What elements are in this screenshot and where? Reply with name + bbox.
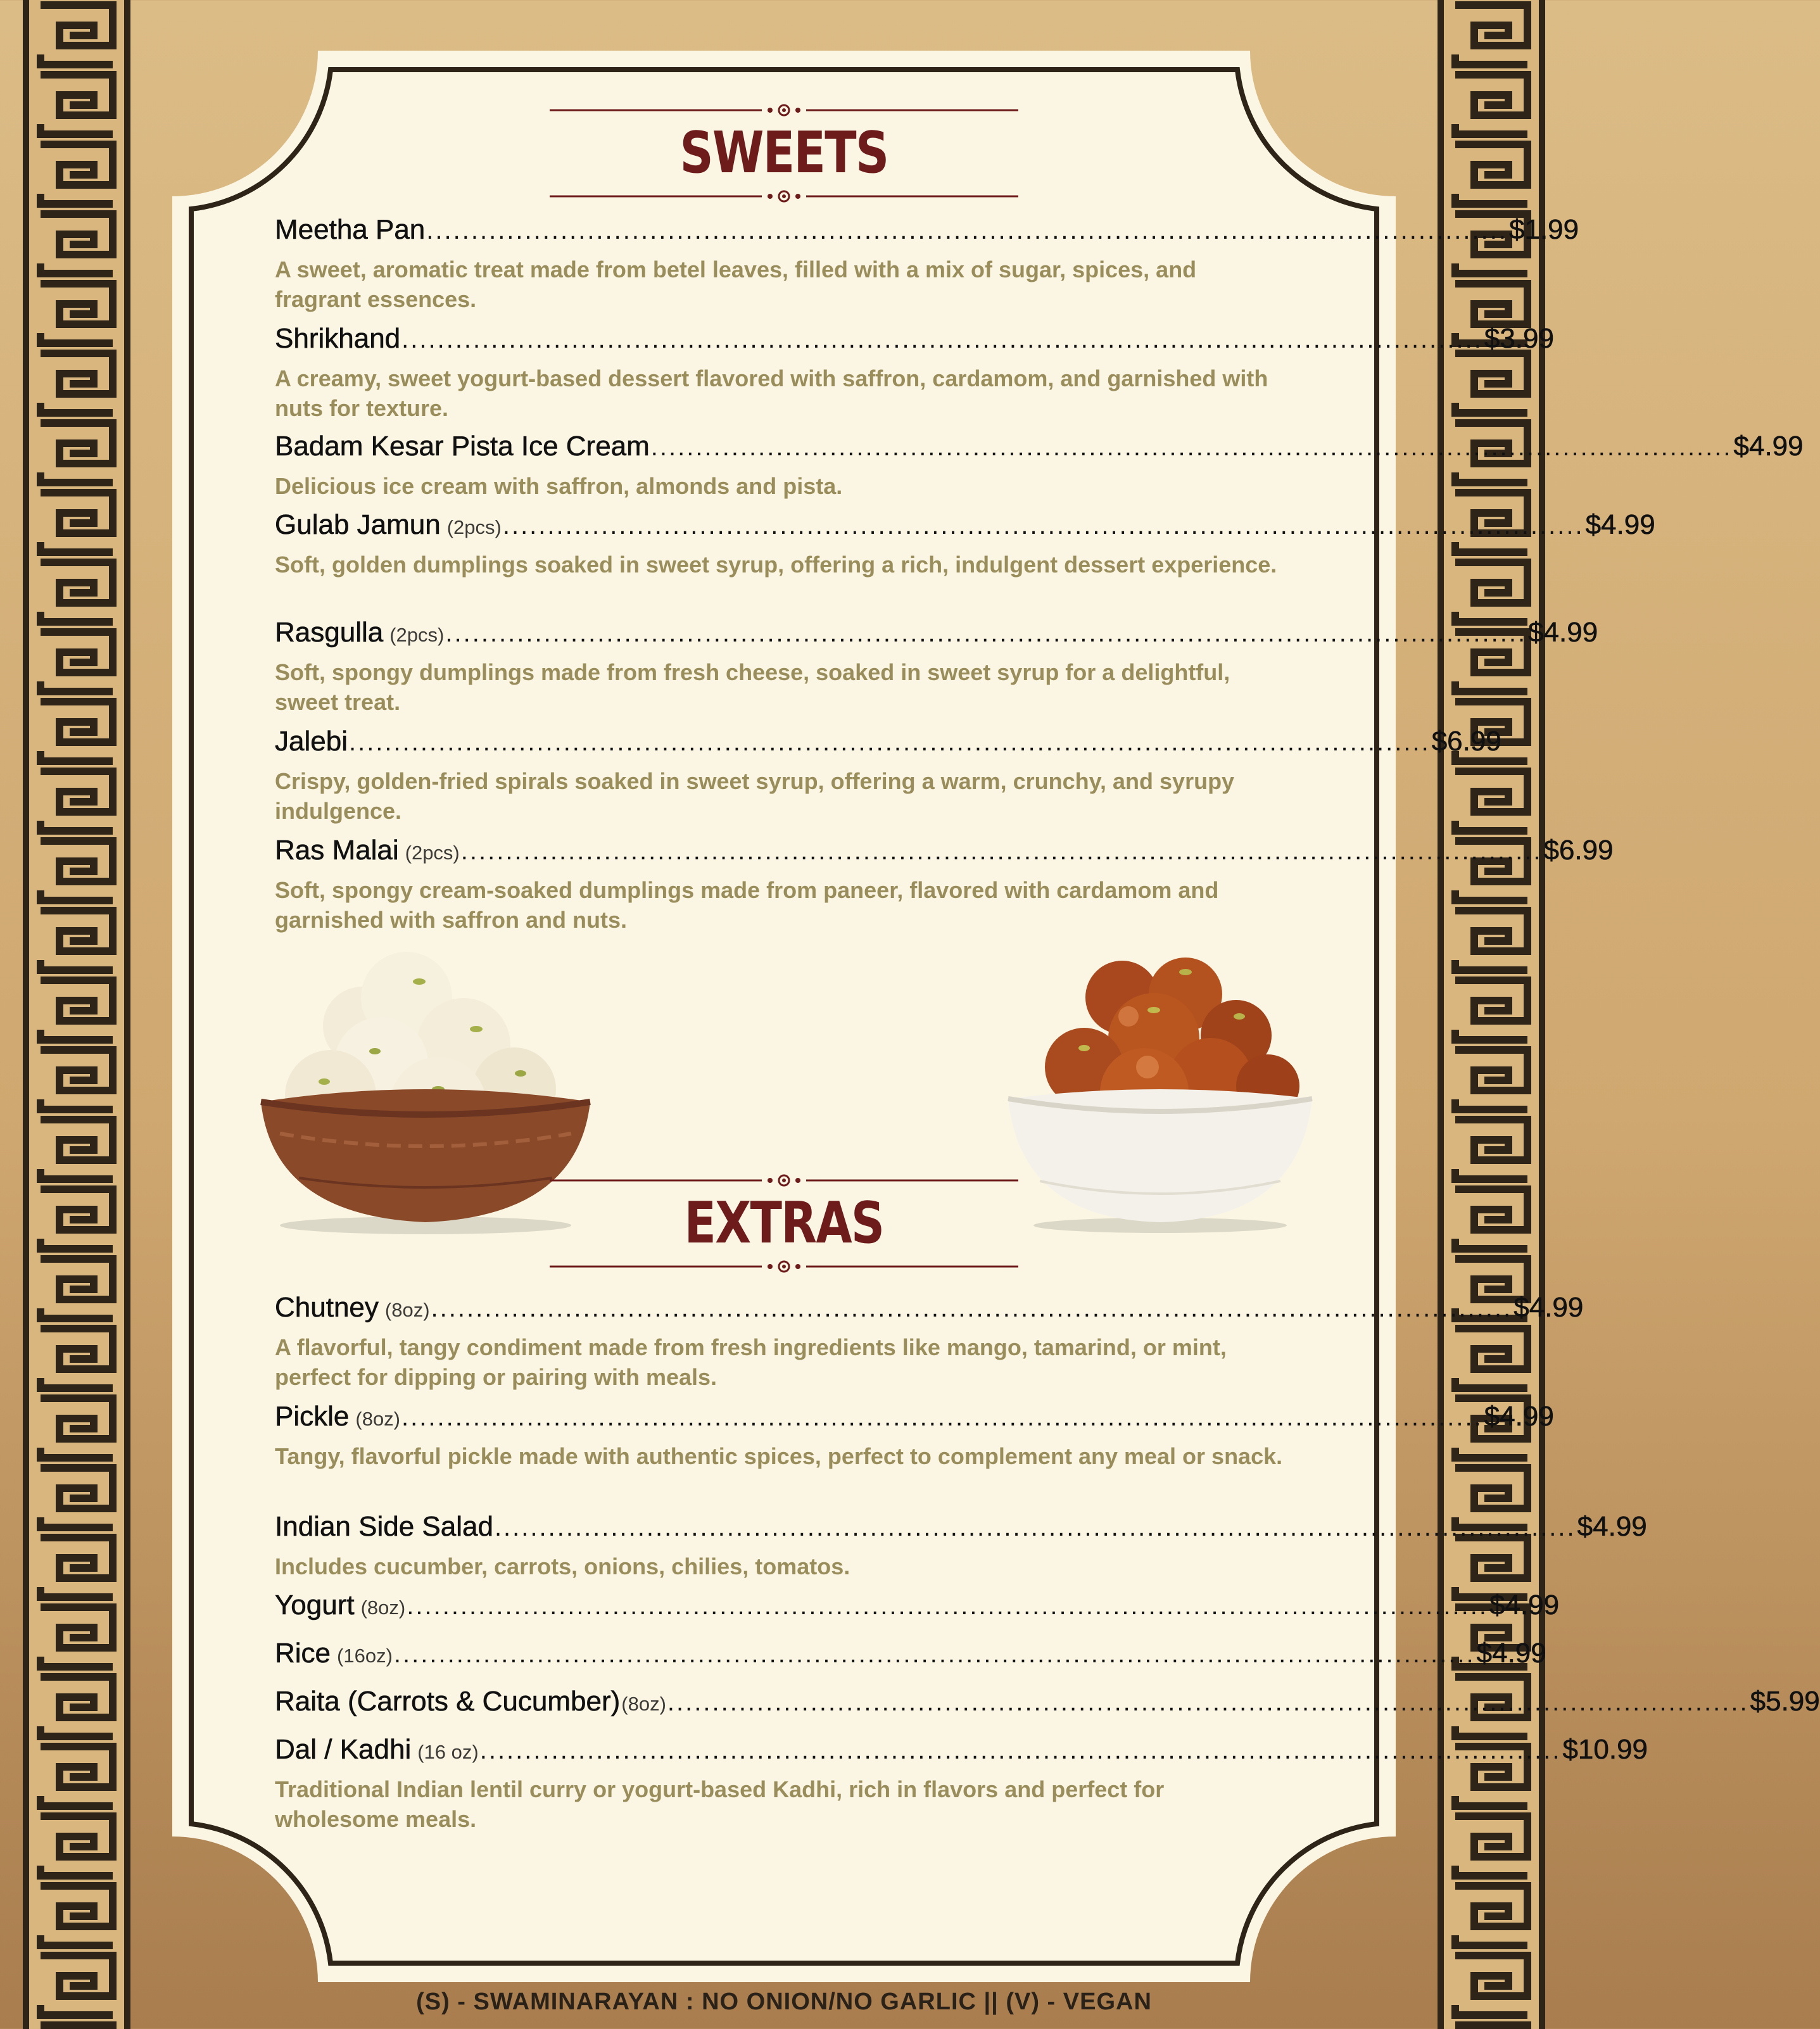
item-price: $4.99 (1489, 1590, 1560, 1621)
item-description: A flavorful, tangy condiment made from fresh ingredients like mango, tamarind, or mint, perfect for dipping or pairing with meals. (275, 1334, 1227, 1390)
menu-item (275, 1734, 1648, 1843)
item-price: $4.99 (1476, 1638, 1546, 1669)
item-price: $4.99 (1733, 431, 1804, 462)
menu-item (275, 431, 1804, 509)
item-price: $1.99 (1509, 214, 1579, 245)
menu-card (172, 51, 1820, 1982)
item-name: Yogurt (275, 1590, 355, 1621)
dot-leader: ......................................................................................................................... (445, 619, 1527, 647)
menu-item (275, 214, 1579, 323)
dot-leader: ......................................................................................................................... (431, 1294, 1513, 1322)
greek-key-border-left (23, 0, 130, 2029)
menu-item (275, 1292, 1584, 1401)
item-name: Meetha Pan (275, 214, 426, 245)
item-description: Delicious ice cream with saffron, almonds and pista. (275, 473, 843, 499)
dot-leader: ......................................................................................................................... (494, 1514, 1576, 1541)
dot-leader: ......................................................................................................................... (401, 326, 1483, 353)
menu-item (275, 1401, 1554, 1511)
item-description: Includes cucumber, carrots, onions, chilies, tomatos. (275, 1553, 850, 1579)
item-price: $10.99 (1562, 1734, 1648, 1765)
menu-item (275, 1590, 1560, 1638)
item-name: Dal / Kadhi (275, 1734, 412, 1765)
dot-leader: ......................................................................................................................... (407, 1592, 1488, 1620)
item-description: Soft, spongy dumplings made from fresh cheese, soaked in sweet syrup for a delightful, sweet treat. (275, 659, 1230, 715)
sweets-header (172, 104, 1396, 203)
item-size: (2pcs) (446, 516, 502, 538)
dot-leader: ......................................................................................................................... (667, 1688, 1749, 1716)
item-name: Raita (Carrots & Cucumber) (275, 1686, 621, 1717)
item-name: Ras Malai (275, 835, 399, 866)
ornament-divider-bottom (550, 190, 1018, 203)
section-title-extras: EXTRAS (684, 1190, 884, 1256)
item-name: Gulab Jamun (275, 509, 441, 540)
section-title-sweets: SWEETS (679, 120, 888, 186)
item-name: Chutney (275, 1292, 379, 1323)
menu-item (275, 1638, 1546, 1686)
menu-item (275, 726, 1501, 835)
extras-header (172, 1174, 1396, 1273)
dot-leader: ......................................................................................................................... (650, 433, 1733, 461)
item-price: $4.99 (1484, 1401, 1554, 1432)
item-price: $4.99 (1577, 1511, 1647, 1542)
item-price: $4.99 (1585, 509, 1655, 540)
item-description: Soft, golden dumplings soaked in sweet syrup, offering a rich, indulgent dessert experience. (275, 552, 1277, 578)
dot-leader: ......................................................................................................................... (393, 1640, 1476, 1668)
ornament-divider-top (550, 104, 1018, 117)
dot-leader: ......................................................................................................................... (426, 217, 1508, 244)
item-name: Shrikhand (275, 323, 401, 354)
item-price: $3.99 (1484, 323, 1554, 354)
greek-key-border-right (1438, 0, 1545, 2029)
extras-list (275, 1292, 1820, 1843)
item-price: $4.99 (1514, 1292, 1584, 1323)
item-name: Badam Kesar Pista Ice Cream (275, 431, 650, 462)
menu-item (275, 323, 1554, 431)
item-name: Jalebi (275, 726, 348, 757)
item-price: $6.99 (1431, 726, 1501, 757)
dot-leader: ......................................................................................................................... (401, 1403, 1483, 1431)
ornament-divider-bottom (550, 1260, 1018, 1273)
dot-leader: ......................................................................................................................... (502, 512, 1584, 540)
item-size: (16 oz) (417, 1741, 479, 1763)
item-price: $6.99 (1543, 835, 1614, 866)
item-description: Tangy, flavorful pickle made with authentic spices, perfect to complement any meal or snack. (275, 1443, 1283, 1469)
item-description: A creamy, sweet yogurt-based dessert flavored with saffron, cardamom, and garnished with nuts for texture. (275, 365, 1268, 421)
item-name: Indian Side Salad (275, 1511, 493, 1542)
item-price: $5.99 (1750, 1686, 1820, 1717)
item-description: A sweet, aromatic treat made from betel leaves, filled with a mix of sugar, spices, and fragrant essences. (275, 256, 1197, 312)
menu-item (275, 617, 1598, 726)
dietary-legend: (S) - SWAMINARAYAN : NO ONION/NO GARLIC || (V) - VEGAN (416, 1988, 1152, 2015)
item-name: Rice (275, 1638, 331, 1669)
item-size: (8oz) (621, 1693, 666, 1715)
dot-leader: ......................................................................................................................... (348, 728, 1431, 756)
item-description: Crispy, golden-fried spirals soaked in sweet syrup, offering a warm, crunchy, and syrupy indulgence. (275, 768, 1235, 824)
item-size: (2pcs) (389, 624, 445, 646)
item-size: (8oz) (355, 1408, 401, 1430)
item-size: (16oz) (337, 1645, 393, 1667)
ornament-divider-top (550, 1174, 1018, 1187)
dot-leader: ......................................................................................................................... (479, 1736, 1562, 1764)
menu-item (275, 1686, 1820, 1734)
item-size: (8oz) (360, 1596, 406, 1619)
item-name: Pickle (275, 1401, 350, 1432)
sweets-list (275, 214, 1804, 944)
item-description: Traditional Indian lentil curry or yogurt-based Kadhi, rich in flavors and perfect for wholesome meals. (275, 1776, 1165, 1832)
dot-leader: ......................................................................................................................... (460, 837, 1543, 865)
item-size: (8oz) (384, 1299, 430, 1321)
item-description: Soft, spongy cream-soaked dumplings made from paneer, flavored with cardamom and garnished with saffron and nuts. (275, 877, 1219, 933)
item-size: (2pcs) (405, 842, 460, 864)
menu-item (275, 1511, 1647, 1590)
menu-item (275, 835, 1614, 944)
item-price: $4.99 (1528, 617, 1598, 648)
menu-item (275, 509, 1655, 617)
item-name: Rasgulla (275, 617, 384, 648)
